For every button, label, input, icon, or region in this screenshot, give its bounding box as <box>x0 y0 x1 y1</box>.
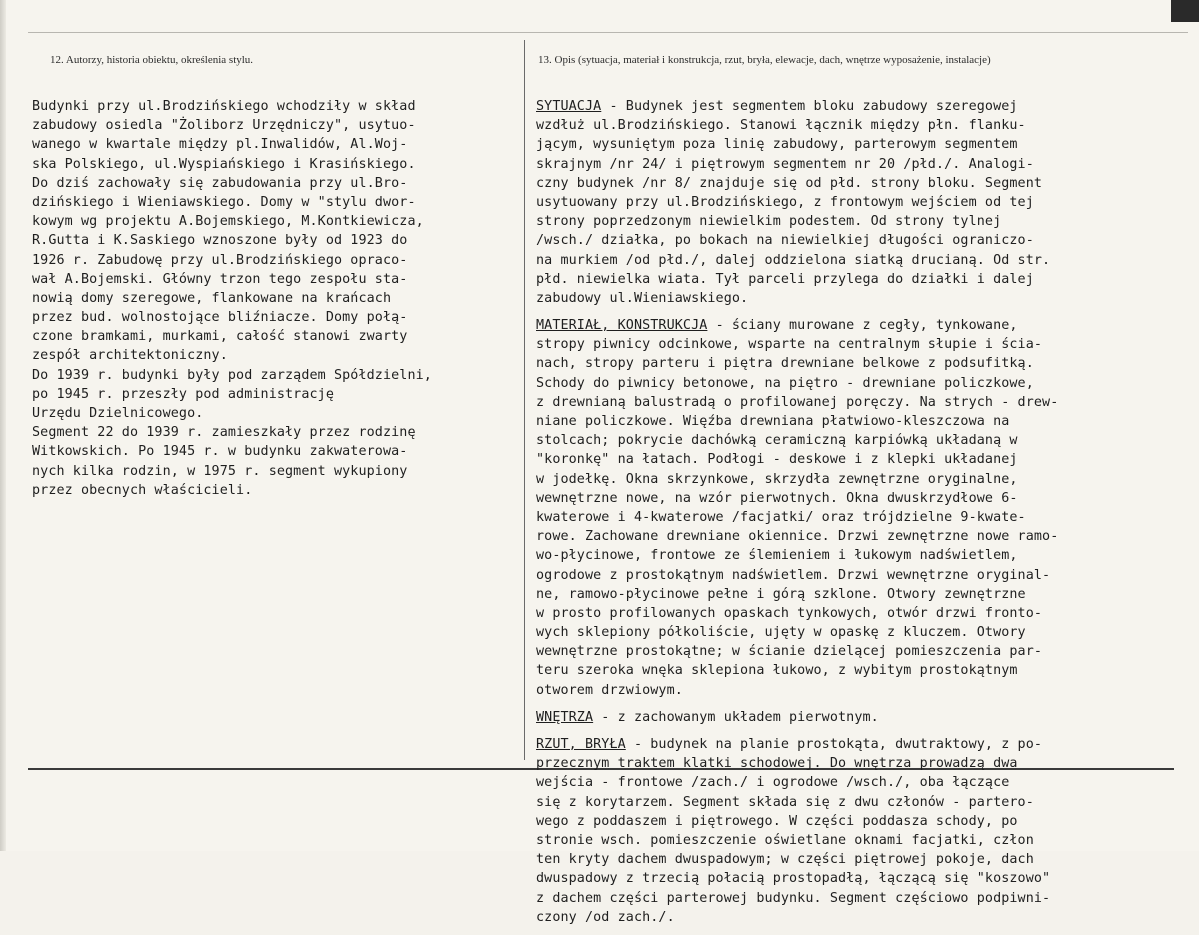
text-line: Do dziś zachowały się zabudowania przy ul.Bro- <box>32 175 408 191</box>
text-line: wejścia - frontowe /zach./ i ogrodowe /wsch./, oba łączące <box>536 775 1010 791</box>
section-title: SYTUACJA <box>536 99 602 114</box>
text-line: kowym wg projektu A.Bojemskiego, M.Kontkiewicza, <box>32 214 424 230</box>
page-edge-shadow <box>0 0 6 851</box>
text-line: dwuspadowy z trzecią połacią prostopadłą, łączącą się "koszowo" <box>536 871 1051 887</box>
text-line: zabudowy osiedla "Żoliborz Urzędniczy", usytuo- <box>32 118 416 134</box>
description-section <box>536 97 1186 308</box>
text-line: wo-płycinowe, frontowe ze ślemieniem i łukowym nadświetlem, <box>536 548 1018 564</box>
text-line: nowią domy szeregowe, flankowane na krańcach <box>32 290 392 306</box>
text-line: zabudowy ul.Wieniawskiego. <box>536 290 749 306</box>
text-line: "koronkę" na łatach. Podłogi - deskowe i z klepki układanej <box>536 452 1018 468</box>
text-line: nach, stropy parteru i piętra drewniane belkowe z podsufitką. <box>536 356 1034 372</box>
text-line: kwaterowe i 4-kwaterowe /facjatki/ oraz trójdzielne 9-kwate- <box>536 509 1026 525</box>
text-line: wewnętrzne nowe, na wzór pierwotnych. Okna dwuskrzydłowe 6- <box>536 490 1018 506</box>
text-line: wanego w kwartale między pl.Inwalidów, Al.Woj- <box>32 137 408 153</box>
text-line: płd. niewielka wiata. Tył parceli przylega do działki i dalej <box>536 271 1034 287</box>
text-line: czony /od zach./. <box>536 909 675 925</box>
section-title: WNĘTRZA <box>536 709 594 725</box>
text-line: Segment 22 do 1939 r. zamieszkały przez rodzinę <box>32 425 416 441</box>
section-heading-description: 13. Opis (sytuacja, materiał i konstrukcja, rzut, bryła, elewacje, dach, wnętrze wyposażenie, instalacje) <box>538 54 991 66</box>
section-first-line <box>536 316 1186 335</box>
history-text-column <box>32 97 520 500</box>
text-line: Schody do piwnicy betonowe, na piętro - drewniane policzkowe, <box>536 375 1034 391</box>
text-line: Budynki przy ul.Brodzińskiego wchodziły w skład <box>32 99 416 114</box>
section-title: RZUT, BRYŁA <box>536 737 626 752</box>
text-line: wał A.Bojemski. Główny trzon tego zespołu sta- <box>32 271 408 287</box>
text-line: przez bud. wolnostojące bliźniacze. Domy połą- <box>32 310 408 326</box>
text-line: R.Gutta i K.Saskiego wznoszone były od 1923 do <box>32 233 408 249</box>
text-line: z drewnianą balustradą o profilowanej poręczy. Na strych - drew- <box>536 394 1059 410</box>
text-line: ten kryty dachem dwuspadowym; w części piętrowej pokoje, dach <box>536 852 1034 868</box>
text-line: ska Polskiego, ul.Wyspiańskiego i Krasińskiego. <box>32 156 416 172</box>
section-first-line <box>536 735 1186 754</box>
text-line: się z korytarzem. Segment składa się z dwu członów - partero- <box>536 794 1034 810</box>
text-line: dzińskiego i Wieniawskiego. Domy w "stylu dwor- <box>32 194 416 210</box>
text-line: po 1945 r. przeszły pod administrację <box>32 386 334 402</box>
text-line: stolcach; pokrycie dachówką ceramiczną karpiówką układaną w <box>536 433 1018 449</box>
text-line: przecznym traktem klatki schodowej. Do wnętrza prowadzą dwa <box>536 756 1018 772</box>
top-rule <box>28 32 1188 33</box>
section-first-line <box>536 708 1186 727</box>
text-line: nych kilka rodzin, w 1975 r. segment wykupiony <box>32 463 408 479</box>
text-line: z dachem części parterowej budynku. Segment częściowo podpiwni- <box>536 890 1051 906</box>
section-text: - Budynek jest segmentem bloku zabudowy szeregowej <box>601 99 1018 114</box>
text-line: rowe. Zachowane drewniane okiennice. Drzwi zewnętrzne nowe ramo- <box>536 529 1059 545</box>
text-line: wzdłuż ul.Brodzińskiego. Stanowi łącznik między płn. flanku- <box>536 118 1026 134</box>
description-section <box>536 735 1186 927</box>
section-heading-authors-history: 12. Autorzy, historia obiektu, określenia stylu. <box>50 54 254 66</box>
text-line: strony poprzedzonym niewielkim podestem. Od strony tylnej <box>536 214 1002 230</box>
description-section <box>536 316 1186 700</box>
text-line: stronie wsch. pomieszczenie oświetlane oknami facjatki, człon <box>536 832 1034 848</box>
description-section <box>536 708 1186 727</box>
text-line: jącym, wysuniętym poza linię zabudowy, parterowym segmentem <box>536 137 1018 153</box>
text-line: na murkiem /od płd./, dalej oddzielona siatką drucianą. Od str. <box>536 252 1051 268</box>
text-line: Do 1939 r. budynki były pod zarządem Spółdzielni, <box>32 367 432 383</box>
section-text: - ściany murowane z cegły, tynkowane, <box>707 318 1018 334</box>
text-line: /wsch./ działka, po bokach na niewielkiej długości ograniczo- <box>536 233 1034 249</box>
text-line: Witkowskich. Po 1945 r. w budynku zakwaterowa- <box>32 444 408 460</box>
text-line: ne, ramowo-płycinowe pełne i górą szklone. Otwory zewnętrzne <box>536 586 1026 602</box>
section-text: - budynek na planie prostokąta, dwutraktowy, z po- <box>625 737 1043 752</box>
section-first-line <box>536 97 1186 116</box>
text-line: w prosto profilowanych opaskach tynkowych, otwór drzwi fronto- <box>536 605 1043 621</box>
text-line: skrajnym /nr 24/ i piętrowym segmentem nr 20 /płd./. Analogi- <box>536 156 1034 172</box>
section-text: - z zachowanym układem pierwotnym. <box>593 709 879 725</box>
text-line: usytuowany przy ul.Brodzińskiego, z frontowym wejściem od tej <box>536 194 1034 210</box>
text-line: 1926 r. Zabudowę przy ul.Brodzińskiego opraco- <box>32 252 408 268</box>
text-line: przez obecnych właścicieli. <box>32 482 253 498</box>
text-line: ogrodowe z prostokątnym nadświetlem. Drzwi wewnętrzne oryginal- <box>536 567 1051 583</box>
section-title: MATERIAŁ, KONSTRUKCJA <box>536 318 708 334</box>
text-line: wych sklepiony półkoliście, ujęty w opaskę z kluczem. Otwory <box>536 625 1026 641</box>
text-line: czone bramkami, murkami, całość stanowi zwarty <box>32 329 408 345</box>
text-line: wewnętrzne prostokątne; w ścianie dzielącej pomieszczenia par- <box>536 644 1043 660</box>
text-line: otworem drzwiowym. <box>536 682 683 698</box>
text-line: zespół architektoniczny. <box>32 348 228 364</box>
text-line: wego z poddaszem i piętrowego. W części poddasza schody, po <box>536 813 1018 829</box>
text-line: w jodełkę. Okna skrzynkowe, skrzydła zewnętrzne oryginalne, <box>536 471 1018 487</box>
text-line: niane policzkowe. Więźba drewniana płatwiowo-kleszczowa na <box>536 414 1010 429</box>
text-line: teru szeroka wnęka sklepiona łukowo, z wybitym prostokątnym <box>536 663 1018 679</box>
scan-corner <box>1171 0 1199 22</box>
text-line: stropy piwnicy odcinkowe, wsparte na centralnym słupie i ścia- <box>536 337 1043 353</box>
text-line: Urzędu Dzielnicowego. <box>32 406 204 421</box>
text-line: czny budynek /nr 8/ znajduje się od płd. strony bloku. Segment <box>536 175 1043 191</box>
description-text-column <box>536 97 1186 935</box>
column-divider <box>524 40 525 760</box>
